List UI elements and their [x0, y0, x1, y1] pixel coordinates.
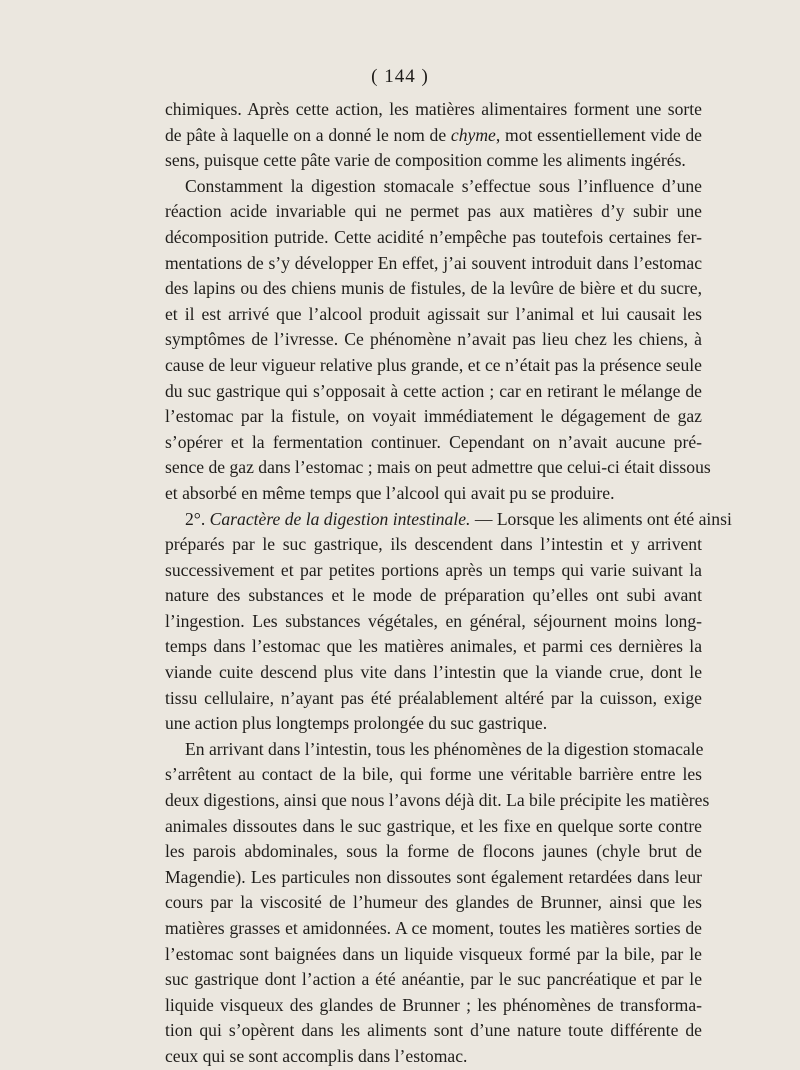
italic-text: chyme — [450, 124, 496, 145]
text-segment: symptômes de l’ivresse. Ce phénomène n’avait pas lieu chez les chiens, à — [165, 329, 702, 350]
text-segment: ceux qui se sont accomplis dans l’estomac. — [165, 1045, 468, 1066]
text-segment: chimiques. Après cette action, les matières alimentaires forment une sorte — [165, 99, 702, 119]
text-segment: tissu cellulaire, n’ayant pas été préalablement altéré par la cuisson, exige — [165, 687, 702, 708]
text-line — [165, 507, 732, 533]
text-line — [165, 353, 702, 379]
text-line — [165, 711, 702, 737]
text-segment: cours par la viscosité de l’humeur des glandes de Brunner, ainsi que les — [165, 892, 702, 913]
text-line — [165, 558, 702, 584]
text-segment: l’estomac par la fistule, on voyait immédiatement le dégagement de gaz — [165, 406, 702, 427]
text-segment: une action plus longtemps prolongée du suc gastrique. — [165, 713, 548, 734]
text-segment: successivement et par petites portions après un temps qui varie suivant la — [165, 559, 702, 580]
text-segment: En arrivant dans l’intestin, tous les phénomènes de la digestion stomacale — [185, 738, 704, 759]
text-line — [165, 481, 702, 507]
text-line — [165, 1044, 702, 1070]
text-line — [165, 942, 702, 968]
text-segment: s’arrêtent au contact de la bile, qui forme une véritable barrière entre les — [165, 764, 702, 785]
text-line — [165, 788, 710, 814]
text-segment: l’ingestion. Les substances végétales, en général, séjournent moins long- — [165, 610, 702, 631]
text-segment: tion qui s’opèrent dans les aliments sont d’une nature toute différente de — [165, 1020, 702, 1041]
text-segment: liquide visqueux des glandes de Brunner ; les phénomènes de transforma- — [165, 994, 702, 1015]
text-segment: du suc gastrique qui s’opposait à cette action ; car en retirant le mélange de — [165, 380, 702, 401]
text-line — [165, 762, 702, 788]
text-segment: s’opérer et la fermentation continuer. Cependant on n’avait aucune pré- — [165, 431, 702, 452]
text-line — [165, 302, 702, 328]
text-line — [165, 660, 702, 686]
text-segment: des lapins ou des chiens munis de fistules, de la levûre de bière et du sucre, — [165, 278, 702, 299]
text-line — [165, 1018, 702, 1044]
text-segment: et absorbé en même temps que l’alcool qui avait pu se produire. — [165, 482, 615, 503]
text-line — [165, 455, 711, 481]
text-line — [165, 839, 702, 865]
text-segment: mentations de s’y développer En effet, j’ai souvent introduit dans l’estomac — [165, 252, 702, 273]
text-segment: suc gastrique dont l’action a été anéantie, par le suc pancréatique et par le — [165, 969, 702, 990]
text-line — [165, 327, 702, 353]
text-segment: l’estomac sont baignées dans un liquide visqueux formé par la bile, par le — [165, 943, 702, 964]
text-line — [165, 199, 702, 225]
text-line — [165, 890, 702, 916]
text-segment: 2°. — [185, 508, 210, 529]
text-line — [165, 686, 702, 712]
text-segment: — Lorsque les aliments ont été ainsi — [470, 508, 732, 529]
text-segment: de pâte à laquelle on a donné le nom de — [165, 124, 451, 145]
text-line — [165, 379, 702, 405]
text-segment: matières grasses et amidonnées. A ce moment, toutes les matières sorties de — [165, 918, 702, 938]
page-number: ( 144 ) — [371, 66, 429, 87]
text-segment: réaction acide invariable qui ne permet pas aux matières d’y subir une — [165, 201, 702, 222]
text-line — [165, 993, 702, 1019]
text-segment: les parois abdominales, sous la forme de flocons jaunes (chyle brut de — [165, 841, 702, 862]
text-segment: Constamment la digestion stomacale s’effectue sous l’influence d’une — [185, 175, 702, 196]
text-line — [165, 737, 702, 763]
text-line — [165, 97, 702, 123]
text-segment: préparés par le suc gastrique, ils descendent dans l’intestin et y arrivent — [165, 534, 702, 555]
text-segment: et il est arrivé que l’alcool produit agissait sur l’animal et lui causait les — [165, 303, 702, 324]
text-line — [165, 634, 702, 660]
text-segment: deux digestions, ainsi que nous l’avons déjà dit. La bile précipite les matières — [165, 790, 710, 811]
text-line — [165, 916, 702, 942]
text-line — [165, 276, 702, 302]
text-line — [165, 174, 702, 200]
text-segment: sence de gaz dans l’estomac ; mais on peut admettre que celui-ci était dissous — [165, 457, 711, 478]
text-line — [165, 609, 702, 635]
text-segment: sens, puisque cette pâte varie de composition comme les aliments ingérés. — [165, 150, 686, 171]
text-line — [165, 865, 702, 891]
text-line — [165, 583, 702, 609]
text-line — [165, 148, 702, 174]
text-segment: viande cuite descend plus vite dans l’intestin que la viande crue, dont le — [165, 662, 702, 683]
text-line — [165, 967, 702, 993]
text-segment: , mot essentiellement vide de — [495, 124, 702, 145]
body-text — [165, 97, 732, 1070]
text-segment: nature des substances et le mode de préparation qu’elles ont subi avant — [165, 585, 702, 606]
text-line — [165, 404, 702, 430]
text-segment: animales dissoutes dans le suc gastrique, et les fixe en quelque sorte contre — [165, 815, 702, 836]
text-line — [165, 532, 702, 558]
text-segment: décomposition putride. Cette acidité n’empêche pas toutefois certaines fer- — [165, 226, 702, 247]
text-segment: Magendie). Les particules non dissoutes sont également retardées dans leur — [165, 866, 702, 887]
text-line — [165, 430, 702, 456]
text-segment: temps dans l’estomac que les matières animales, et parmi ces dernières la — [165, 636, 702, 657]
text-line — [165, 225, 702, 251]
text-line — [165, 251, 702, 277]
text-line — [165, 814, 702, 840]
text-segment: cause de leur vigueur relative plus grande, et ce n’était pas la présence seule — [165, 354, 702, 375]
text-line — [165, 123, 702, 149]
italic-text: Caractère de la digestion intestinale. — [209, 508, 471, 529]
